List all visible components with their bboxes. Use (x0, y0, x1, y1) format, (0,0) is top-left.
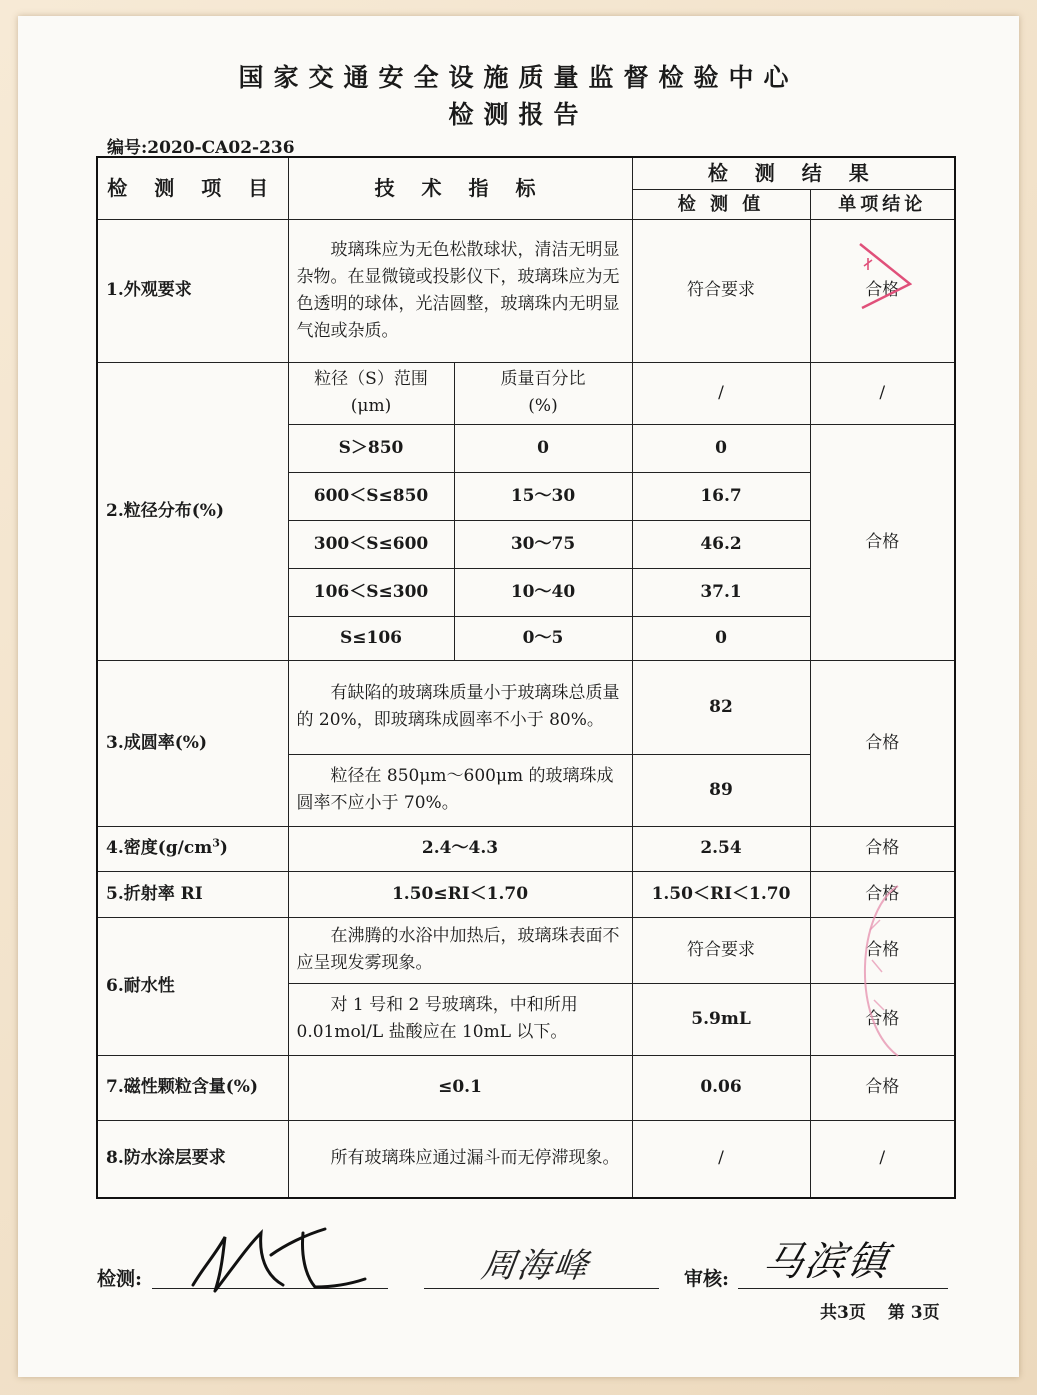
report-number (107, 133, 295, 158)
report-title: 国家交通安全设施质量监督检验中心 (238, 63, 799, 92)
spec-refraction: 1.50≤RI＜1.70 (288, 871, 632, 917)
spec-roundness-1: 有缺陷的玻璃珠质量小于玻璃珠总质量的 20%，即玻璃珠成圆率不小于 80%。 (288, 660, 632, 754)
item-density (97, 826, 288, 871)
size-range: 600＜S≤850 (288, 472, 454, 520)
conclusion-water-2: 合格 (810, 983, 955, 1055)
tester-signature-icon (185, 1225, 375, 1297)
conclusion-refraction: 合格 (810, 871, 955, 917)
reviewed-label: 审核: (684, 1268, 730, 1290)
page-number: 第 3页 (887, 1303, 940, 1323)
spec-density: 2.4～4.3 (288, 826, 632, 871)
seal-impression-icon (840, 880, 900, 1060)
size-spec: 0 (454, 424, 632, 472)
item-density-suffix: ) (219, 838, 228, 858)
total-pages: 共3页 (820, 1303, 866, 1323)
spec-magnetic: ≤0.1 (288, 1055, 632, 1120)
size-spec: 10～40 (454, 568, 632, 616)
size-value: 0 (632, 616, 810, 660)
item-water: 6.耐水性 (97, 917, 288, 1055)
size-range-header-unit: (μm) (350, 396, 392, 416)
tested-label: 检测: (97, 1268, 143, 1290)
report-number-value: 2020-CA02-236 (147, 138, 295, 158)
value-magnetic: 0.06 (632, 1055, 810, 1120)
item-roundness: 3.成圆率(%) (97, 660, 288, 826)
conclusion-size: 合格 (810, 424, 955, 660)
value-water-1: 符合要求 (632, 917, 810, 983)
value-roundness-2: 89 (632, 754, 810, 826)
size-pct-header (454, 362, 632, 424)
size-value: 16.7 (632, 472, 810, 520)
size-range-header (288, 362, 454, 424)
item-magnetic: 7.磁性颗粒含量(%) (97, 1055, 288, 1120)
size-range-header-text: 粒径（S）范围 (314, 369, 428, 389)
spec-appearance: 玻璃珠应为无色松散球状，清洁无明显杂物。在显微镜或投影仪下，玻璃珠应为无色透明的球体，光洁圆整，玻璃珠内无明显气泡或杂质。 (288, 219, 632, 362)
results-table (96, 156, 956, 1199)
col-header-item: 检 测 项 目 (97, 157, 288, 219)
spec-water-1: 在沸腾的水浴中加热后，玻璃珠表面不应呈现发雾现象。 (288, 917, 632, 983)
report-number-label: 编号: (107, 138, 148, 158)
report-subtitle: 检测报告 (448, 100, 589, 129)
col-header-value: 检 测 值 (632, 189, 810, 219)
page-counter (820, 1298, 962, 1323)
col-header-result: 检 测 结 果 (632, 157, 955, 189)
size-spec: 30～75 (454, 520, 632, 568)
item-density-sup: 3 (212, 836, 220, 850)
size-range: S＞850 (288, 424, 454, 472)
conclusion-coating: / (810, 1120, 955, 1198)
item-coating: 8.防水涂层要求 (97, 1120, 288, 1198)
size-pct-header-text: 质量百分比 (500, 369, 586, 389)
size-range: S≤106 (288, 616, 454, 660)
size-spec: 15～30 (454, 472, 632, 520)
conclusion-density: 合格 (810, 826, 955, 871)
value-size-header: / (632, 362, 810, 424)
value-water-2: 5.9mL (632, 983, 810, 1055)
size-value: 0 (632, 424, 810, 472)
conclusion-water-1: 合格 (810, 917, 955, 983)
conclusion-roundness: 合格 (810, 660, 955, 826)
size-pct-header-unit: (%) (528, 396, 558, 416)
value-refraction: 1.50＜RI＜1.70 (632, 871, 810, 917)
reviewer-signature: 马滨镇 (759, 1239, 894, 1285)
conclusion-size-header: / (810, 362, 955, 424)
item-density-prefix: 4.密度(g/cm (106, 838, 213, 858)
official-seal-icon (858, 240, 912, 310)
spec-roundness-2: 粒径在 850μm～600μm 的玻璃珠成圆率不应小于 70%。 (288, 754, 632, 826)
size-spec: 0～5 (454, 616, 632, 660)
value-roundness-1: 82 (632, 660, 810, 754)
col-header-spec: 技 术 指 标 (288, 157, 632, 219)
conclusion-appearance: 合格 (810, 219, 955, 362)
value-coating: / (632, 1120, 810, 1198)
spec-water-2: 对 1 号和 2 号玻璃珠，中和所用 0.01mol/L 盐酸应在 10mL 以下。 (288, 983, 632, 1055)
spec-coating: 所有玻璃珠应通过漏斗而无停滞现象。 (288, 1120, 632, 1198)
size-value: 46.2 (632, 520, 810, 568)
size-range: 106＜S≤300 (288, 568, 454, 616)
conclusion-magnetic: 合格 (810, 1055, 955, 1120)
value-density: 2.54 (632, 826, 810, 871)
second-tester-signature-line (424, 1288, 659, 1289)
item-size: 2.粒径分布(%) (97, 362, 288, 660)
signature-row (0, 1220, 1037, 1300)
item-appearance: 1.外观要求 (97, 219, 288, 362)
second-tester-signature: 周海峰 (478, 1246, 593, 1286)
col-header-conclusion: 单项结论 (810, 189, 955, 219)
value-appearance: 符合要求 (632, 219, 810, 362)
size-value: 37.1 (632, 568, 810, 616)
size-range: 300＜S≤600 (288, 520, 454, 568)
item-refraction: 5.折射率 RI (97, 871, 288, 917)
reviewer-signature-line (738, 1288, 948, 1289)
